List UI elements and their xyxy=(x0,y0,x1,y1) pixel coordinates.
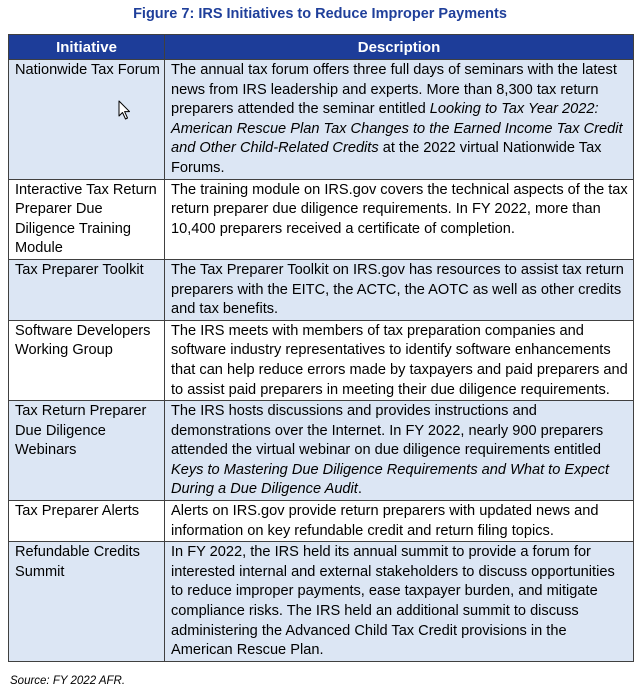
description-text: at the 2022 virtual Nationwide Tax Forums. xyxy=(171,140,602,176)
table-row xyxy=(9,320,634,400)
header-initiative: Initiative xyxy=(9,35,165,60)
description-cell xyxy=(165,259,634,320)
initiative-cell: Tax Return Preparer Due Diligence Webinars xyxy=(9,401,165,501)
table-row xyxy=(9,179,634,259)
header-description: Description xyxy=(165,35,634,60)
table-row xyxy=(9,259,634,320)
table-body xyxy=(9,60,634,662)
description-cell xyxy=(165,60,634,180)
source-note: Source: FY 2022 AFR. xyxy=(10,675,126,687)
description-title-italic: Keys to Mastering Due Diligence Requirements and What to Expect During a Due Diligence Audit xyxy=(171,461,610,498)
table-row xyxy=(9,501,634,542)
table-row xyxy=(9,60,634,180)
description-cell xyxy=(165,320,634,400)
description-text: Alerts on IRS.gov provide return preparers with updated news and information on key refundable credit and return filing topics. xyxy=(171,503,599,539)
initiative-cell: Nationwide Tax Forum xyxy=(9,60,165,180)
description-text: . xyxy=(357,481,362,498)
description-text: The Tax Preparer Toolkit on IRS.gov has resources to assist tax return preparers with the EITC, the ACTC, the AOTC as well as other credits and tax benefits. xyxy=(171,261,624,318)
initiative-cell: Tax Preparer Alerts xyxy=(9,501,165,542)
description-cell xyxy=(165,179,634,259)
description-text: In FY 2022, the IRS held its annual summit to provide a forum for interested internal and external stakeholders to discuss opportunities to reduce improper payments, ease taxpayer burden, and mitigate compliance risks. The IRS held an additional summit to discuss administering the Advanced Child Tax Credit provisions in the American Rescue Plan. xyxy=(171,544,615,659)
description-text: The training module on IRS.gov covers the technical aspects of the tax return preparer due diligence requirements. In FY 2022, more than 10,400 preparers received a certificate of completion. xyxy=(171,181,628,237)
description-text: The IRS hosts discussions and provides instructions and demonstrations over the Internet. In FY 2022, nearly 900 preparers attended the virtual webinar on due diligence requirements entitled xyxy=(171,403,604,459)
description-text: The IRS meets with members of tax preparation companies and software industry representatives to identify software enhancements that can help reduce errors made by taxpayers and paid preparers and to assist paid preparers in meeting their due diligence requirements. xyxy=(171,322,628,398)
description-cell xyxy=(165,501,634,542)
initiative-cell: Software Developers Working Group xyxy=(9,320,165,400)
description-cell xyxy=(165,401,634,501)
description-title-italic: Looking to Tax Year 2022: American Rescue Plan Tax Changes to the Earned Income Tax Credit and Other Child-Related Credits xyxy=(171,101,623,157)
table-row xyxy=(9,542,634,662)
initiative-cell: Interactive Tax Return Preparer Due Diligence Training Module xyxy=(9,179,165,259)
initiatives-table xyxy=(8,34,634,662)
initiative-cell: Refundable Credits Summit xyxy=(9,542,165,662)
figure-title: Figure 7: IRS Initiatives to Reduce Improper Payments xyxy=(133,6,507,22)
mouse-pointer-icon xyxy=(118,100,132,120)
description-cell xyxy=(165,542,634,662)
initiative-cell: Tax Preparer Toolkit xyxy=(9,259,165,320)
description-text: The annual tax forum offers three full days of seminars with the latest news from IRS leadership and experts. More than 8,300 tax return preparers attended the seminar entitled xyxy=(171,62,617,118)
table-row xyxy=(9,401,634,501)
table-header-row xyxy=(9,35,634,60)
